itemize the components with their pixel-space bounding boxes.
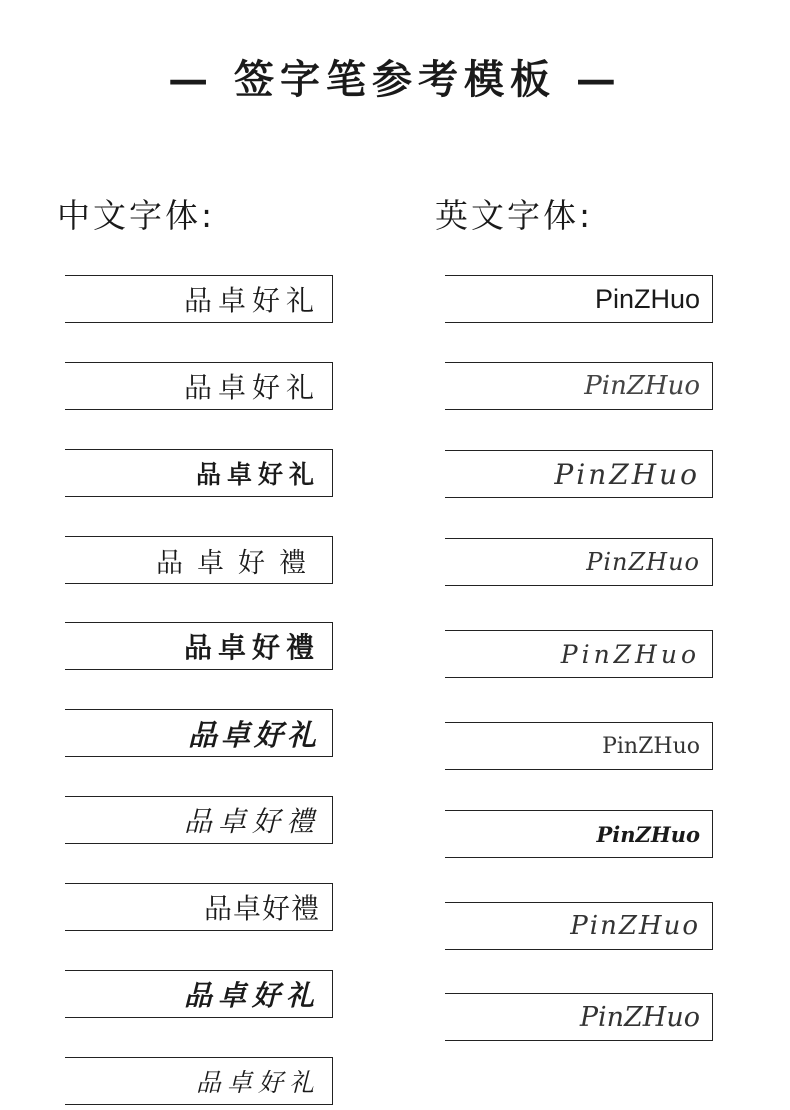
font-sample: PinZHuo xyxy=(596,821,700,847)
font-sample: PinZHuo xyxy=(594,283,700,314)
font-sample-box xyxy=(445,362,713,410)
font-sample: 品卓好禮 xyxy=(156,547,320,579)
font-sample-box xyxy=(65,536,333,584)
font-sample-box xyxy=(445,630,713,678)
font-sample-box xyxy=(445,275,713,323)
font-sample: PinZHuo xyxy=(579,1001,700,1033)
font-sample: PinZHuo xyxy=(586,548,700,576)
font-sample: 品卓好礼 xyxy=(183,979,320,1012)
font-sample: PinZHuo xyxy=(554,457,700,491)
chinese-fonts-heading: 中文字体: xyxy=(57,196,216,235)
font-sample-box xyxy=(65,362,333,410)
font-sample-box xyxy=(65,970,333,1018)
font-sample-box xyxy=(65,796,333,844)
font-sample-box xyxy=(445,810,713,858)
font-sample-box xyxy=(445,993,713,1041)
font-sample-box xyxy=(65,709,333,757)
font-sample-box xyxy=(65,1057,333,1105)
font-sample-box xyxy=(445,722,713,770)
font-sample: PinZHuo xyxy=(560,639,700,669)
font-sample-box xyxy=(445,538,713,586)
font-sample-box xyxy=(445,450,713,498)
font-sample: 品卓好禮 xyxy=(183,631,320,664)
font-sample: PinZHuo xyxy=(602,733,700,759)
font-sample: PinZHuo xyxy=(570,911,700,941)
font-sample: 品卓好礼 xyxy=(183,284,320,317)
font-sample: 品卓好礼 xyxy=(195,460,320,489)
font-sample: 品卓好礼 xyxy=(183,371,320,404)
page-title: — 签字笔参考模板 — xyxy=(168,56,622,103)
font-sample: 品卓好礼 xyxy=(195,1068,320,1097)
font-sample-box xyxy=(65,883,333,931)
font-sample: 品卓好禮 xyxy=(183,805,320,838)
english-fonts-heading: 英文字体: xyxy=(435,196,594,235)
font-sample-box xyxy=(445,902,713,950)
font-sample: 品卓好禮 xyxy=(203,892,320,925)
font-sample: 品卓好礼 xyxy=(187,717,320,752)
font-sample-box xyxy=(65,622,333,670)
font-sample-box xyxy=(65,449,333,497)
font-sample: PinZHuo xyxy=(584,371,700,401)
font-sample-box xyxy=(65,275,333,323)
